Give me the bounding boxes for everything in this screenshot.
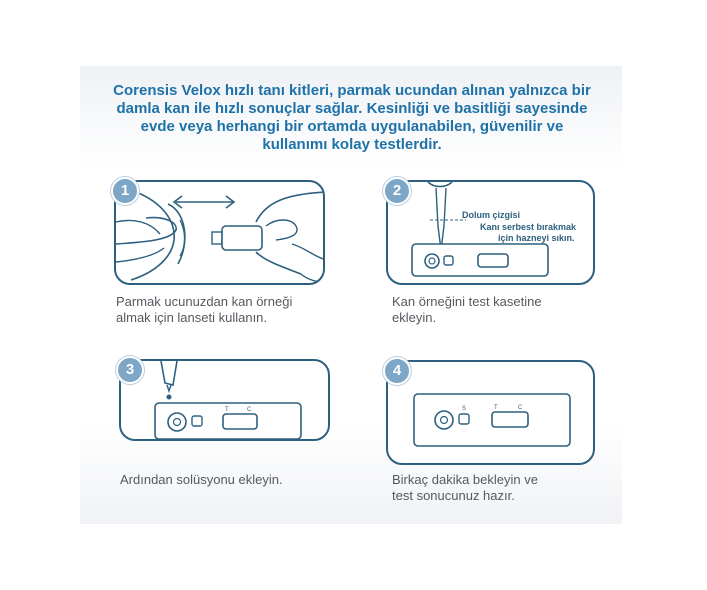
step-4-badge: 4 xyxy=(383,357,411,385)
step-3-card xyxy=(119,359,330,441)
step-2-caption-line2: ekleyin. xyxy=(392,310,437,325)
fill-line-label: Dolum çizgisi xyxy=(462,210,521,220)
solution-illustration xyxy=(121,361,330,441)
test-mark-4: T xyxy=(494,405,498,411)
intro-text: Corensis Velox hızlı tanı kitleri, parmak ucundan alınan yalnızca bir damla kan ile hızlı sonuçlar sağlar. Kesinliği ve basitliği sayesinde evde veya herhangi bir ortamda uygulanabilen, güvenilir ve kullanımı kolay testlerdir. xyxy=(113,82,591,153)
squeeze-note-line1: Kanı serbest bırakmak xyxy=(480,222,577,232)
control-mark-4: C xyxy=(518,405,523,411)
test-mark: T xyxy=(225,407,229,413)
step-1-caption-line2: almak için lanseti kullanın. xyxy=(116,310,268,325)
step-1-badge: 1 xyxy=(111,177,139,205)
step-3-caption-line1: Ardından solüsyonu ekleyin. xyxy=(120,472,283,487)
squeeze-note-line2: için hazneyi sıkın. xyxy=(498,233,575,243)
step-3-badge: 3 xyxy=(116,356,144,384)
step-2-caption-line1: Kan örneğini test kasetine xyxy=(392,294,542,309)
step-2-card xyxy=(386,180,595,285)
step-4-caption-line1: Birkaç dakika bekleyin ve xyxy=(392,472,538,487)
result-illustration xyxy=(388,362,595,465)
step-2-badge: 2 xyxy=(383,177,411,205)
step-4-card xyxy=(386,360,595,465)
step-4-caption-line2: test sonucunuz hazır. xyxy=(392,488,515,503)
step-1-caption-line1: Parmak ucunuzdan kan örneği xyxy=(116,294,293,309)
control-mark: C xyxy=(247,407,252,413)
step-1-card xyxy=(114,180,325,285)
sample-mark-4: S xyxy=(462,406,467,412)
lancet-illustration xyxy=(116,182,325,285)
